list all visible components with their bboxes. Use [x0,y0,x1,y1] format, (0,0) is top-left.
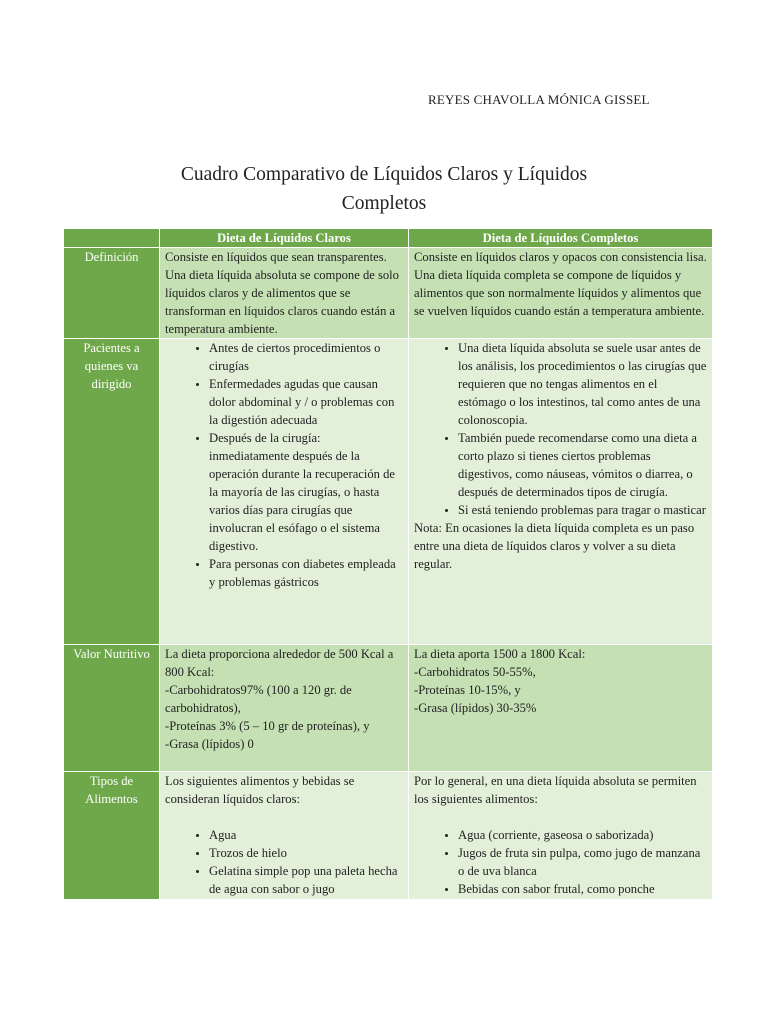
author-name: REYES CHAVOLLA MÓNICA GISSEL [428,92,650,107]
list-item: • También puede recomendarse como una dieta a corto plazo si tienes ciertos problemas digestivos, como náuseas, vómitos o diarrea, o después de determinados tipos de cirugía. [458,429,707,501]
pacientes-claros [160,339,409,645]
valor-claros-line: -Carbohidratos97% (100 a 120 gr. de carbohidratos), [165,683,352,715]
list-item: • Agua [209,826,403,844]
list-item: • Antes de ciertos procedimientos o cirugías [209,339,403,375]
pacientes-completos-list [414,339,707,519]
valor-completos-line: -Carbohidratos 50-55%, [414,665,536,679]
definicion-completos [409,248,713,339]
header-claros: Dieta de Líquidos Claros [160,229,409,248]
row-label-valor: Valor Nutritivo [64,645,160,772]
list-item: • Si está teniendo problemas para tragar o masticar [458,501,707,519]
row-tipos [64,772,713,900]
comparison-table [63,228,713,900]
tipos-completos [409,772,713,900]
row-label-definicion: Definición [64,248,160,339]
valor-completos-line: -Grasa (lípidos) 30-35% [414,701,537,715]
header-completos: Dieta de Líquidos Completos [409,229,713,248]
definicion-claros [160,248,409,339]
tipos-claros-list [165,826,403,898]
row-pacientes [64,339,713,645]
valor-claros-line: -Grasa (lípidos) 0 [165,737,254,751]
pacientes-completos [409,339,713,645]
header-corner [64,229,160,248]
definicion-claros-text: Consiste en líquidos que sean transparentes. Una dieta líquida absoluta se compone de solo líquidos claros y de alimentos que se transforman en líquidos claros cuando están a temperatura ambiente. [165,250,399,336]
list-item: • Jugos de fruta sin pulpa, como jugo de manzana o de uva blanca [458,844,707,880]
list-item: • Agua (corriente, gaseosa o saborizada) [458,826,707,844]
list-item: • Después de la cirugía: inmediatamente después de la operación durante la recuperación de la mayoría de las cirugías, o hasta varios días para cirugías que involucran el esófago o el sistema digestivo. [209,429,403,555]
list-item: • Gelatina simple pop una paleta hecha de agua con sabor o jugo [209,862,403,898]
spacer [165,808,403,826]
valor-claros [160,645,409,772]
list-item: • Enfermedades agudas que causan dolor abdominal y / o problemas con la digestión adecuada [209,375,403,429]
list-item: • Bebidas con sabor frutal, como ponche [458,880,707,898]
definicion-completos-text: Consiste en líquidos claros y opacos con consistencia lisa. Una dieta líquida completa se compone de líquidos y alimentos que son normalmente líquidos y alimentos que se vuelven líquidos cuando están a temperatura ambiente. [414,250,707,318]
spacer [414,808,707,826]
title-line-1: Cuadro Comparativo de Líquidos Claros y Líquidos [180,164,588,185]
title-line-2: Completos [341,193,427,214]
valor-claros-line: -Proteínas 3% (5 – 10 gr de proteínas), y [165,719,370,733]
tipos-claros-intro: Los siguientes alimentos y bebidas se consideran líquidos claros: [165,774,355,806]
valor-completos-line: -Proteínas 10-15%, y [414,683,521,697]
tipos-completos-list [414,826,707,898]
list-item: • Trozos de hielo [209,844,403,862]
pacientes-claros-list [165,339,403,591]
valor-claros-line: La dieta proporciona alrededor de 500 Kcal a 800 Kcal: [165,647,394,679]
list-item: • Una dieta líquida absoluta se suele usar antes de los análisis, los procedimientos o las cirugías que requieren que no tengas alimentos en el estómago o los intestinos, tal como antes de una colonoscopia. [458,339,707,429]
row-valor [64,645,713,772]
header-row [64,229,713,248]
document-title [100,160,668,218]
valor-completos-line: La dieta aporta 1500 a 1800 Kcal: [414,647,586,661]
valor-completos [409,645,713,772]
row-definicion [64,248,713,339]
tipos-claros [160,772,409,900]
pacientes-nota: Nota: En ocasiones la dieta líquida completa es un paso entre una dieta de líquidos claros y volver a su dieta regular. [414,521,695,571]
list-item: • Para personas con diabetes empleada y problemas gástricos [209,555,403,591]
row-label-pacientes: Pacientes a quienes va dirigido [64,339,160,645]
row-label-tipos: Tipos de Alimentos [64,772,160,900]
tipos-completos-intro: Por lo general, en una dieta líquida absoluta se permiten los siguientes alimentos: [414,774,697,806]
